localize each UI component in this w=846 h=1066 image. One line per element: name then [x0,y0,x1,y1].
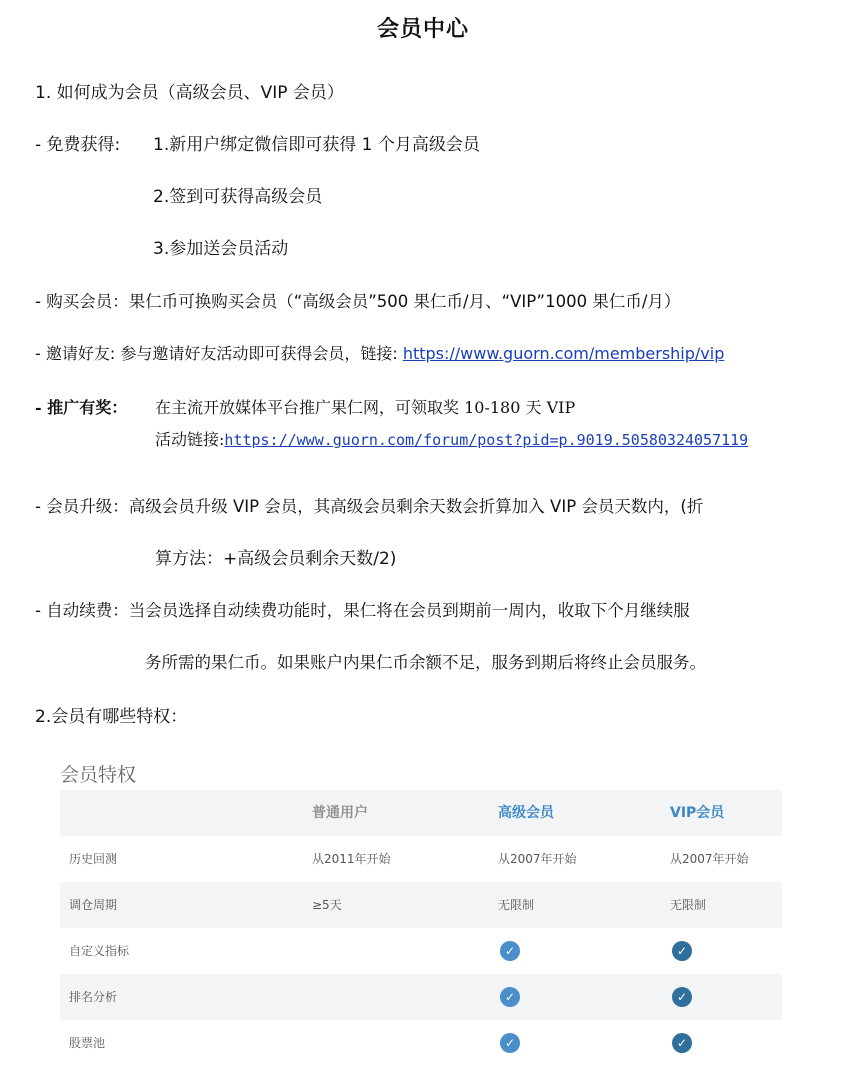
renew-line-1: - 自动续费：当会员选择自动续费功能时，果仁将在会员到期前一周内，收取下个月继续服 [35,601,690,620]
promo-link-label: 活动链接: [155,430,225,449]
advanced-cell: 从2007年开始 [498,852,577,866]
column-header-vip-member: VIP会员 [670,805,725,821]
feature-cell: 历史回测 [69,852,118,866]
page-title: 会员中心 [376,17,469,42]
free-item-3: 3.参加送会员活动 [153,239,289,259]
column-header-advanced-member: 高级会员 [498,805,554,821]
feature-cell: 自定义指标 [69,944,130,958]
advanced-cell: 无限制 [498,898,535,912]
upgrade-line-2: 算方法：+高级会员剩余天数/2) [155,549,397,569]
table-row [60,882,782,928]
feature-cell: 股票池 [69,1036,106,1050]
invite-label: - 邀请好友: 参与邀请好友活动即可获得会员，链接: [35,344,403,363]
promo-text: 在主流开放媒体平台推广果仁网，可领取奖 10-180 天 VIP [155,398,576,417]
promo-label: - 推广有奖： [35,398,128,417]
free-item-1: 1.新用户绑定微信即可获得 1 个月高级会员 [153,135,480,155]
invite-link[interactable]: https://www.guorn.com/membership/vip [402,344,725,363]
free-label: - 免费获得: [35,135,121,155]
column-header-normal-user: 普通用户 [312,805,368,821]
normal-cell: ≥5天 [312,898,342,912]
buy-membership-line: - 购买会员：果仁币可换购买会员（“高级会员”500 果仁币/月、“VIP”1000 果仁币/月） [35,292,681,311]
section1-heading: 1. 如何成为会员（高级会员、VIP 会员） [35,83,344,103]
free-item-2: 2.签到可获得高级会员 [153,187,323,207]
normal-cell: 从2011年开始 [312,852,391,866]
table-row [60,836,782,882]
vip-cell: 从2007年开始 [670,852,749,866]
check-icon: ✓ [500,1033,520,1053]
vip-cell: 无限制 [670,898,707,912]
table-row [60,1020,782,1066]
feature-cell: 排名分析 [69,990,118,1004]
table-row [60,974,782,1020]
invite-line [35,341,724,367]
feature-cell: 调仓周期 [69,898,118,912]
check-icon: ✓ [672,1033,692,1053]
promo-link[interactable]: https://www.guorn.com/forum/post?pid=p.9019.50580324057119 [224,431,749,449]
privileges-title: 会员特权 [60,764,137,786]
check-icon: ✓ [500,941,520,961]
renew-line-2: 务所需的果仁币。如果账户内果仁币余额不足，服务到期后将终止会员服务。 [145,653,706,672]
promo-link-line [155,427,748,453]
table-header-row [60,790,782,836]
check-icon: ✓ [672,941,692,961]
privileges-table [60,790,782,1066]
upgrade-line-1: - 会员升级：高级会员升级 VIP 会员，其高级会员剩余天数会折算加入 VIP 会员天数内，(折 [35,497,704,516]
table-row [60,928,782,974]
check-icon: ✓ [500,987,520,1007]
check-icon: ✓ [672,987,692,1007]
section2-heading: 2.会员有哪些特权： [35,707,188,727]
